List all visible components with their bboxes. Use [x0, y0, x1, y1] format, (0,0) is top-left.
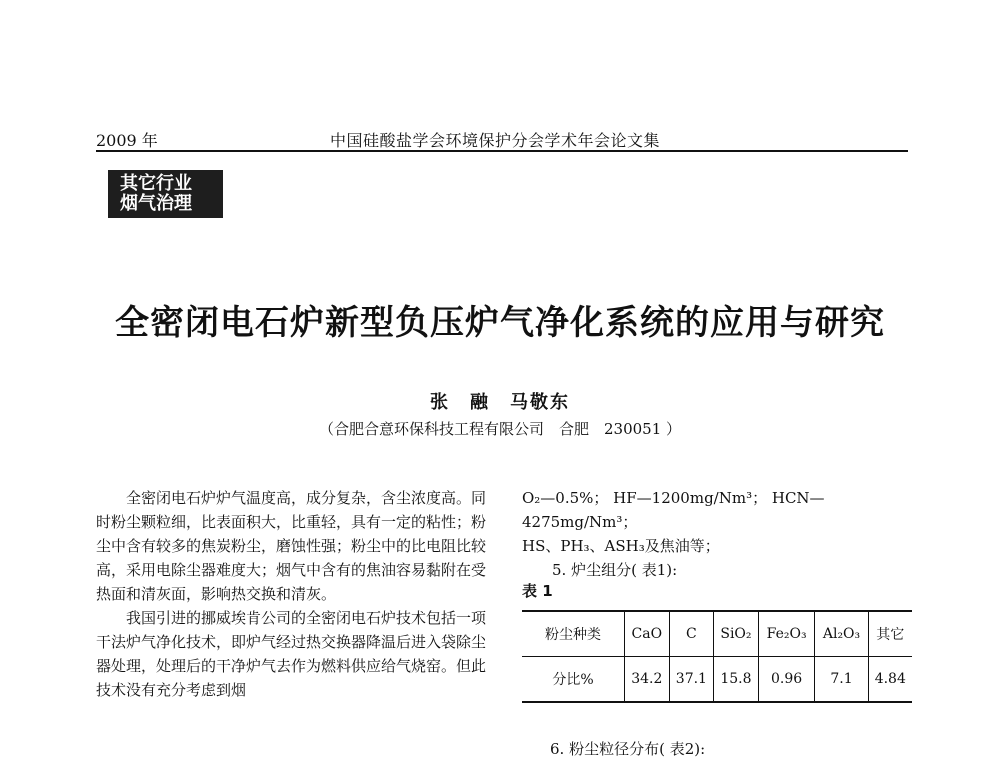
section-tag-line-1: 其它行业 [120, 173, 192, 194]
table-header-cell: Fe₂O₃ [758, 611, 815, 657]
item-6-heading: 6. 粉尘粒径分布( 表2): [550, 740, 706, 758]
table-header-row [522, 611, 912, 657]
authors: 张 融 马敬东 [430, 392, 570, 413]
item-5-heading: 5. 炉尘组分( 表1): [552, 561, 678, 579]
table-cell: 37.1 [669, 657, 714, 703]
header-rule [96, 150, 908, 152]
header-year: 2009 年 [96, 131, 158, 150]
table-header-cell: 粉尘种类 [522, 611, 625, 657]
composition-line-2: HS、PH₃、ASH₃及焦油等； [522, 537, 720, 555]
header-journal-title: 中国硅酸盐学会环境保护分会学术年会论文集 [330, 131, 661, 150]
table-row [522, 657, 912, 703]
left-column [96, 486, 488, 702]
paragraph-1: 全密闭电石炉炉气温度高，成分复杂，含尘浓度高。同时粉尘颗粒细，比表面积大，比重轻，具有一定的粘性；粉尘中含有较多的焦炭粉尘，磨蚀性强；粉尘中的比电阻比较高，采用电除尘器难度大；烟气中含有的焦油容易黏附在受热面和清灰面，影响热交换和清灰。 [96, 489, 487, 603]
table-cell: 7.1 [815, 657, 868, 703]
table-header-cell: CaO [625, 611, 670, 657]
paper-title: 全密闭电石炉新型负压炉气净化系统的应用与研究 [115, 303, 885, 343]
table-header-cell: 其它 [868, 611, 912, 657]
table-cell: 4.84 [868, 657, 912, 703]
composition-line-1: O₂—0.5%； HF—1200mg/Nm³； HCN—4275mg/Nm³； [522, 489, 825, 531]
section-tag-line-2: 烟气治理 [120, 193, 192, 214]
section-tag [108, 170, 223, 218]
right-column [522, 486, 912, 582]
table-header-cell: C [669, 611, 714, 657]
table-cell: 0.96 [758, 657, 815, 703]
table-cell: 分比% [522, 657, 625, 703]
table-header-cell: SiO₂ [714, 611, 759, 657]
dust-composition-table [522, 610, 912, 703]
paragraph-2: 我国引进的挪威埃肯公司的全密闭电石炉技术包括一项干法炉气净化技术，即炉气经过热交换器降温后进入袋除尘器处理，处理后的干净炉气去作为燃料供应给气烧窑。但此技术没有充分考虑到烟 [96, 609, 487, 699]
table-header-cell: Al₂O₃ [815, 611, 868, 657]
table-caption: 表 1 [522, 582, 553, 600]
table-cell: 15.8 [714, 657, 759, 703]
table-cell: 34.2 [625, 657, 670, 703]
affiliation: （合肥合意环保科技工程有限公司 合肥 230051 ） [318, 420, 682, 438]
